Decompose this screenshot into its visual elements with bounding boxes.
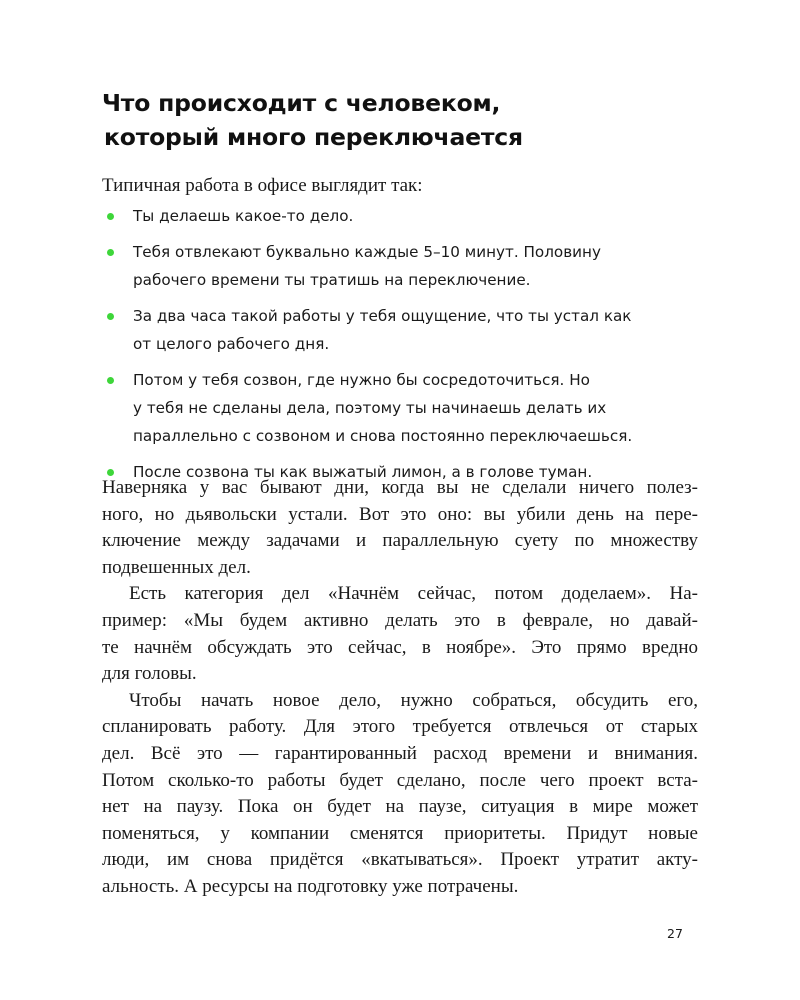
bullet-line: Тебя отвлекают буквально каждые 5–10 минут. Половину xyxy=(133,243,601,261)
section-heading xyxy=(102,86,702,154)
paragraph xyxy=(102,581,698,687)
body-text xyxy=(102,475,698,901)
bullet-line: Ты делаешь какое-то дело. xyxy=(133,207,354,225)
heading-line: который много переключается xyxy=(104,123,523,151)
paragraph-line: альность. А ресурсы на подготовку уже потрачены. xyxy=(102,875,519,897)
paragraph-line: люди, им снова придётся «вкатываться». Проект утратит акту- xyxy=(102,849,698,871)
bullet-item xyxy=(102,302,702,358)
bullet-line: рабочего времени ты тратишь на переключение. xyxy=(133,271,531,289)
bullet-line: у тебя не сделаны дела, поэтому ты начинаешь делать их xyxy=(133,399,607,417)
bullet-item xyxy=(102,366,702,450)
bullet-dot-icon xyxy=(107,377,114,384)
paragraph-line: для головы. xyxy=(102,663,197,685)
bullet-item xyxy=(102,202,702,230)
bullet-line: После созвона ты как выжатый лимон, а в голове туман. xyxy=(133,463,593,481)
bullet-line: Потом у тебя созвон, где нужно бы сосредоточиться. Но xyxy=(133,371,590,389)
paragraph-line: те начнём обсуждать это сейчас, в ноябре». Это прямо вредно xyxy=(102,636,698,658)
paragraph-line: пример: «Мы будем активно делать это в феврале, но давай- xyxy=(102,609,698,631)
bullet-line: параллельно с созвоном и снова постоянно переключаешься. xyxy=(133,427,633,445)
bullet-item xyxy=(102,238,702,294)
page-number: 27 xyxy=(667,926,683,941)
paragraph-line: спланировать работу. Для этого требуется отвлечься от старых xyxy=(102,716,698,738)
paragraph-line: подвешенных дел. xyxy=(102,556,251,578)
intro-text: Типичная работа в офисе выглядит так: xyxy=(102,175,423,196)
paragraph xyxy=(102,688,698,901)
bullet-dot-icon xyxy=(107,213,114,220)
paragraph-line: нет на паузу. Пока он будет на паузе, ситуация в мире может xyxy=(102,796,698,818)
paragraph-line: Есть категория дел «Начнём сейчас, потом доделаем». На- xyxy=(129,583,698,605)
bullet-line: За два часа такой работы у тебя ощущение, что ты устал как xyxy=(133,307,632,325)
bullet-dot-icon xyxy=(107,313,114,320)
paragraph-line: дел. Всё это — гарантированный расход времени и внимания. xyxy=(102,742,698,764)
paragraph-line: поменяться, у компании сменятся приоритеты. Придут новые xyxy=(102,822,698,844)
paragraph-line: ключение между задачами и параллельную суету по множеству xyxy=(102,530,698,552)
paragraph-line: Чтобы начать новое дело, нужно собраться, обсудить его, xyxy=(129,689,698,711)
bullet-line: от целого рабочего дня. xyxy=(133,335,330,353)
paragraph-line: Наверняка у вас бывают дни, когда вы не сделали ничего полез- xyxy=(102,477,698,498)
paragraph-line: ного, но дьявольски устали. Вот это оно: вы убили день на пере- xyxy=(102,503,698,525)
paragraph xyxy=(102,475,698,581)
bullet-dot-icon xyxy=(107,249,114,256)
bullet-list xyxy=(102,202,702,494)
heading-line: Что происходит с человеком, xyxy=(102,89,501,117)
paragraph-line: Потом сколько-то работы будет сделано, после чего проект вста- xyxy=(102,769,698,791)
